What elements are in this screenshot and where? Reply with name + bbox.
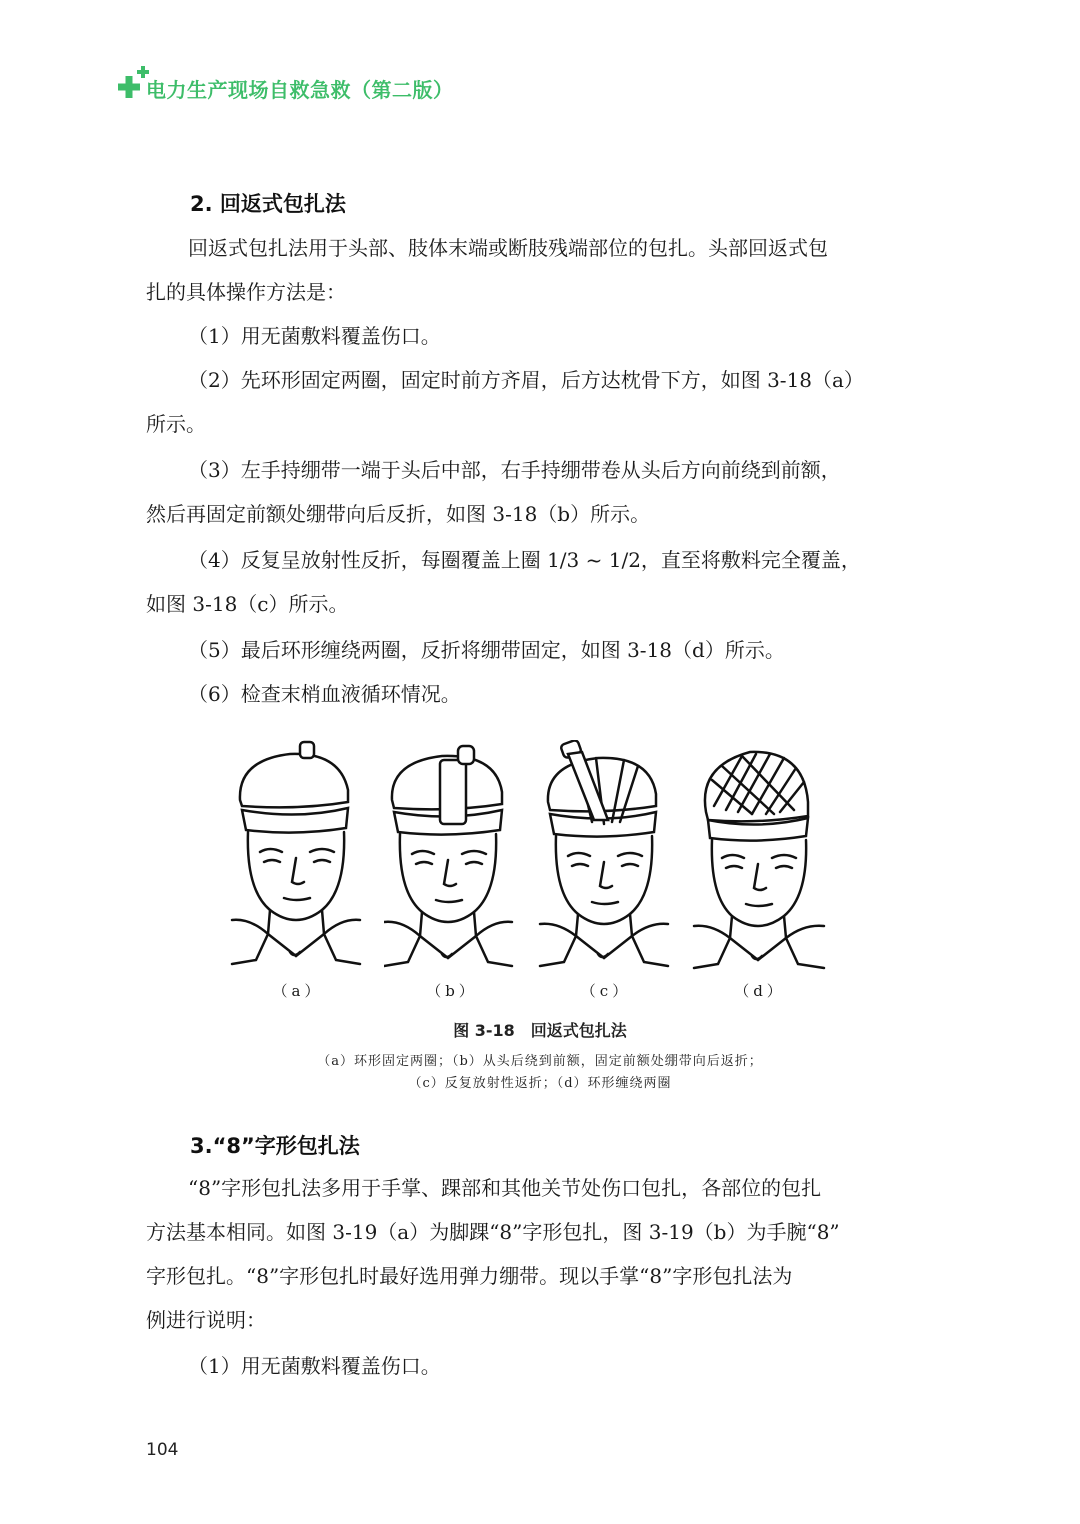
step-3 — [146, 448, 916, 536]
text-line: 如图 3-18（c）所示。 — [146, 592, 349, 616]
figure-caption-line: （a）环形固定两圈；（b）从头后绕到前额，固定前额处绷带向后返折； — [317, 1054, 763, 1069]
text-line: 字形包扎。“8”字形包扎时最好选用弹力绷带。现以手掌“8”字形包扎法为 — [146, 1264, 793, 1288]
text-line: （2）先环形固定两圈，固定时前方齐眉，后方达枕骨下方，如图 3-18（a） — [188, 368, 864, 392]
subfigure-label-d: （d） — [734, 982, 786, 1000]
section-heading-3: 3.“8”字形包扎法 — [190, 1134, 360, 1158]
subfigure-label-a: （a） — [272, 982, 324, 1000]
section3-step-1 — [146, 1344, 916, 1388]
text-line: （5）最后环形缠绕两圈，反折将绷带固定，如图 3-18（d）所示。 — [188, 638, 785, 662]
subfigure-label-b: （b） — [426, 982, 478, 1000]
head-bandage-illustration-b — [384, 740, 520, 970]
subfigure-label-c: （c） — [580, 982, 632, 1000]
step-6 — [146, 672, 916, 716]
figure-3-18 — [230, 740, 830, 1010]
section2-intro — [146, 226, 916, 314]
text-line: 方法基本相同。如图 3-19（a）为脚踝“8”字形包扎，图 3-19（b）为手腕“8” — [146, 1220, 840, 1244]
medical-cross-icon — [118, 76, 140, 98]
text-line: （6）检查末梢血液循环情况。 — [188, 682, 461, 706]
figure-caption-line: （c）反复放射性返折；（d）环形缠绕两圈 — [408, 1076, 672, 1091]
head-bandage-illustration-d — [692, 740, 828, 970]
text-line: 回返式包扎法用于头部、肢体末端或断肢残端部位的包扎。头部回返式包 — [188, 236, 828, 260]
section3-intro — [146, 1166, 916, 1342]
step-1 — [146, 314, 916, 358]
text-line: 例进行说明： — [146, 1308, 266, 1332]
section-heading-2: 2. 回返式包扎法 — [190, 192, 346, 216]
head-bandage-illustration-a — [230, 740, 366, 970]
text-line: 扎的具体操作方法是： — [146, 280, 346, 304]
step-2 — [146, 358, 916, 446]
page-number: 104 — [146, 1440, 179, 1460]
text-line: 然后再固定前额处绷带向后反折，如图 3-18（b）所示。 — [146, 502, 651, 526]
text-line: （1）用无菌敷料覆盖伤口。 — [188, 1354, 441, 1378]
figure-title: 图 3-18 回返式包扎法 — [453, 1021, 627, 1040]
text-line: （4）反复呈放射性反折，每圈覆盖上圈 1/3 ~ 1/2，直至将敷料完全覆盖， — [188, 548, 861, 572]
text-line: （3）左手持绷带一端于头后中部，右手持绷带卷从头后方向前绕到前额， — [188, 458, 841, 482]
book-title: 电力生产现场自救急救（第二版） — [146, 78, 454, 102]
text-line: （1）用无菌敷料覆盖伤口。 — [188, 324, 441, 348]
head-bandage-illustration-c — [538, 740, 674, 970]
step-4 — [146, 538, 916, 626]
step-5 — [146, 628, 916, 672]
text-line: 所示。 — [146, 412, 206, 436]
text-line: “8”字形包扎法多用于手掌、踝部和其他关节处伤口包扎，各部位的包扎 — [188, 1176, 822, 1200]
